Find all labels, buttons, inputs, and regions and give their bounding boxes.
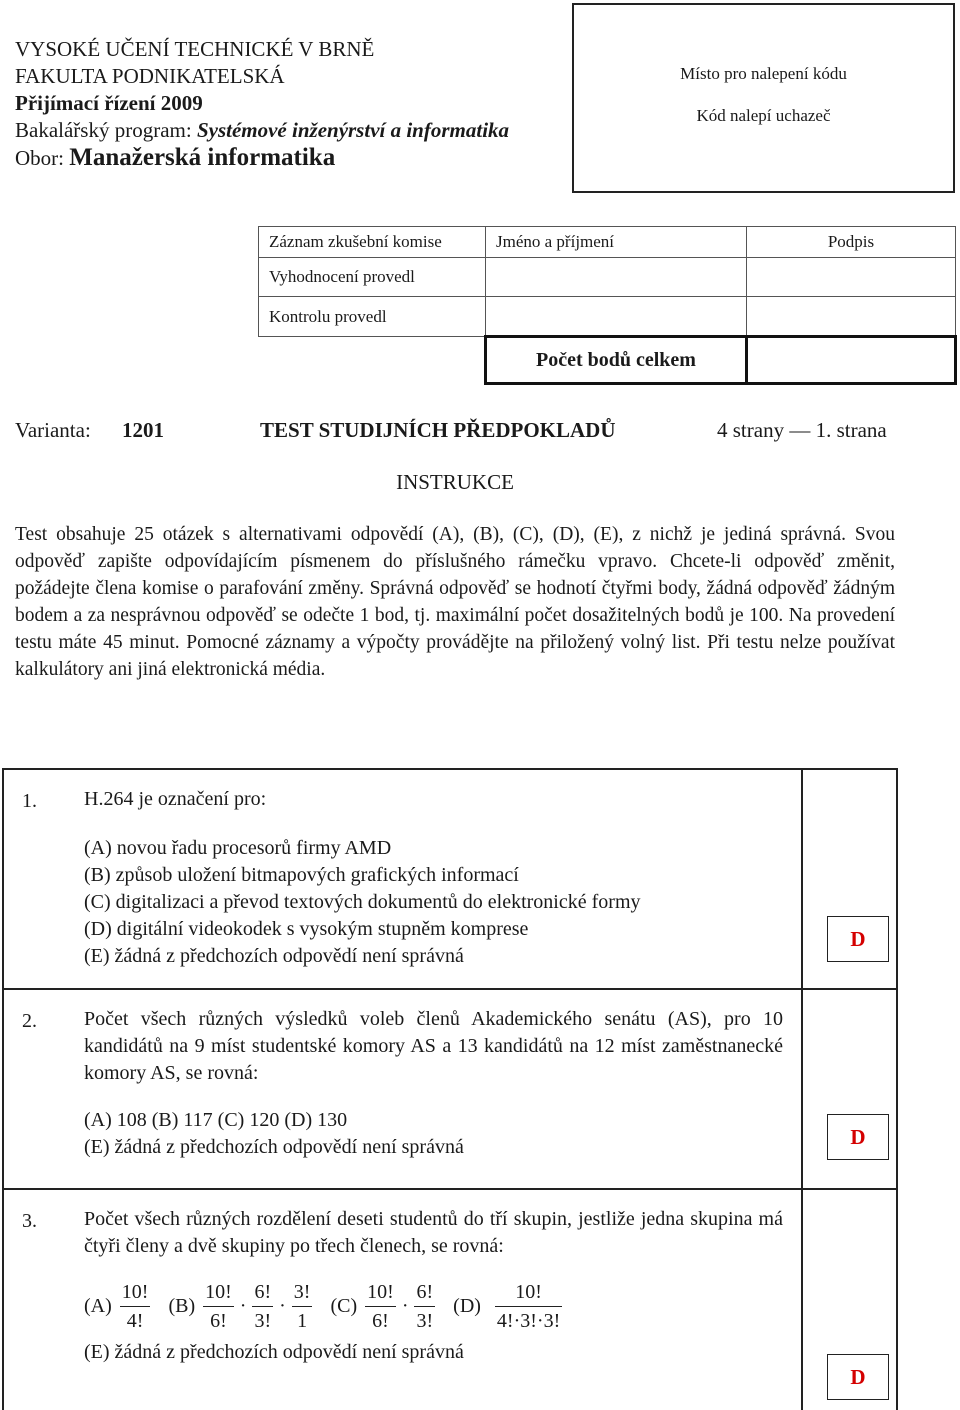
option-a-d: (A) 108 (B) 117 (C) 120 (D) 130	[84, 1109, 348, 1131]
option-a-fraction: $\frac{10!}{4!}$	[120, 1278, 151, 1335]
code-box-note: Kód nalepí uchazeč	[696, 106, 831, 125]
signature-header: Podpis	[747, 227, 956, 258]
checked-by-label: Kontrolu provedl	[259, 297, 486, 337]
admission-title: Přijímací řízení 2009	[15, 91, 203, 115]
questions-table	[2, 768, 898, 1410]
test-title: TEST STUDIJNÍCH PŘEDPOKLADŮ	[260, 418, 616, 442]
option-a: (A) novou řadu procesorů firmy AMD	[84, 837, 392, 859]
question-text: H.264 je označení pro:	[84, 788, 267, 810]
question-body	[70, 769, 802, 989]
option-b-fraction-1: $\frac{10!}{6!}$	[203, 1278, 234, 1335]
question-text: Počet všech různých rozdělení deseti studentů do tří skupin, jestliže jedna skupina má čtyři členy a dvě skupiny po třech členech, se rovná:	[84, 1208, 783, 1257]
code-sticker-box	[572, 3, 955, 193]
total-points-value	[747, 337, 956, 384]
evaluated-by-name	[486, 258, 747, 297]
option-list	[84, 1107, 783, 1161]
instructions-title: INSTRUKCE	[396, 470, 514, 494]
evaluated-by-signature	[747, 258, 956, 297]
evaluated-by-label: Vyhodnocení provedl	[259, 258, 486, 297]
question-number: 2.	[3, 989, 70, 1189]
answer-cell	[802, 1189, 897, 1410]
fraction-options: (A) $\frac{10!}{4!}$ (B) $\frac{10!}{6!}$ · $\frac{6!}{3!}$ · $\frac{3!}{1}$ (C) $\frac{10!}{6!}$ · $\frac{6!}{3!}$ (D) $\frac{10!}{4!\cdot 3!\cdot 3!}$	[84, 1278, 783, 1335]
field-name: Manažerská informatika	[69, 144, 336, 171]
option-e: (E) žádná z předchozích odpovědí není správná	[84, 1136, 464, 1158]
faculty-name: FAKULTA PODNIKATELSKÁ	[15, 64, 285, 88]
question-number: 3.	[3, 1189, 70, 1410]
commission-header: Záznam zkušební komise	[259, 227, 486, 258]
commission-table	[258, 226, 957, 385]
option-b-fraction-2: $\frac{6!}{3!}$	[252, 1278, 273, 1335]
field-line: Obor: Manažerská informatika	[15, 144, 336, 171]
option-c: (C) digitalizaci a převod textových dokumentů do elektronické formy	[84, 891, 641, 913]
answer-box[interactable]: D	[827, 1354, 889, 1400]
university-name: VYSOKÉ UČENÍ TECHNICKÉ V BRNĚ	[15, 37, 375, 61]
question-body	[70, 1189, 802, 1410]
answer-box[interactable]: D	[827, 916, 889, 962]
program-name: Systémové inženýrství a informatika	[196, 118, 510, 142]
variant-number: 1201	[122, 418, 164, 442]
page-info: 4 strany — 1. strana	[717, 418, 887, 442]
question-body	[70, 989, 802, 1189]
name-header: Jméno a příjmení	[486, 227, 747, 258]
option-b-fraction-3: $\frac{3!}{1}$	[292, 1278, 313, 1335]
option-e: (E) žádná z předchozích odpovědí není správná	[84, 1341, 464, 1363]
question-text: Počet všech různých výsledků voleb členů Akademického senátu (AS), pro 10 kandidátů na 9 míst studentské komory AS a 13 kandidátů na 12 míst zaměstnanecké komory AS, se rovná:	[84, 1008, 783, 1084]
option-d: (D) digitální videokodek s vysokým stupněm komprese	[84, 918, 529, 940]
answer-cell	[802, 989, 897, 1189]
instructions-text: Test obsahuje 25 otázek s alternativami odpovědí (A), (B), (C), (D), (E), z nichž je jediná správná. Svou odpověď zapište odpovídajícím písmenem do příslušného rámečku vpravo. Chcete-li odpověď změnit, požádejte člena komise o parafování změny. Správná odpověď se hodnotí čtyřmi body, žádná odpověď žádným bodem a za nesprávnou odpověď se odečte 1 bod, tj. maximální počet dosažitelných bodů je 100. Na provedení testu máte 45 minut. Pomocné záznamy a výpočty provádějte na přiložený volný list. Při testu nelze používat kalkulátory ani jiná elektronická média.	[15, 524, 895, 680]
code-box-label: Místo pro nalepení kódu	[680, 64, 847, 83]
total-points-label: Počet bodů celkem	[486, 337, 747, 384]
variant-label: Varianta:	[15, 418, 91, 442]
answer-box[interactable]: D	[827, 1114, 889, 1160]
option-list	[84, 835, 783, 970]
question-number: 1.	[3, 769, 70, 989]
variant-line	[15, 418, 915, 446]
option-d-fraction: $\frac{10!}{4!\cdot 3!\cdot 3!}$	[495, 1278, 562, 1335]
question-row	[3, 989, 897, 1189]
checked-by-name	[486, 297, 747, 337]
option-c-fraction-1: $\frac{10!}{6!}$	[365, 1278, 396, 1335]
option-e: (E) žádná z předchozích odpovědí není správná	[84, 945, 464, 967]
checked-by-signature	[747, 297, 956, 337]
option-c-fraction-2: $\frac{6!}{3!}$	[414, 1278, 435, 1335]
question-row	[3, 1189, 897, 1410]
school-header	[15, 36, 509, 172]
question-row	[3, 769, 897, 989]
option-b: (B) způsob uložení bitmapových grafických informací	[84, 864, 519, 886]
program-line: Bakalářský program: Systémové inženýrství a informatika	[15, 118, 510, 142]
answer-cell	[802, 769, 897, 989]
